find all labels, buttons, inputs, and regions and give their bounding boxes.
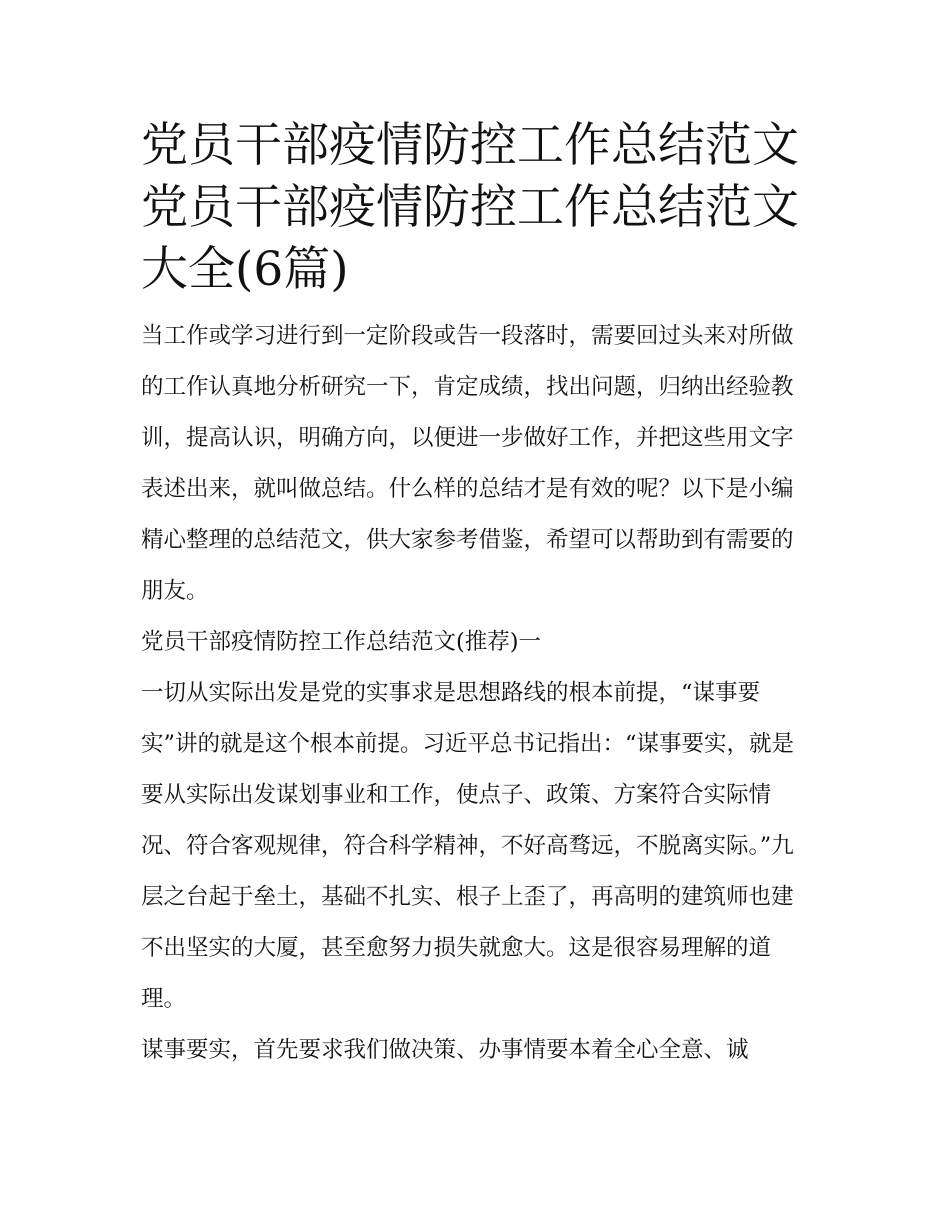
document-title: 党员干部疫情防控工作总结范文 党员干部疫情防控工作总结范文大全(6篇) [141, 118, 799, 297]
document-body [141, 115, 813, 1076]
section-heading: 党员干部疫情防控工作总结范文(推荐)一 [141, 629, 542, 655]
intro-paragraph: 当工作或学习进行到一定阶段或告一段落时，需要回过头来对所做的工作认真地分析研究一下，肯定成绩，找出问题，归纳出经验教训，提高认识，明确方向，以便进一步做好工作，并把这些用文字表述出来，就叫做总结。什么样的总结才是有效的呢？以下是小编精心整理的总结范文，供大家参考借鉴，希望可以帮助到有需要的朋友。 [141, 323, 794, 604]
body-paragraph: 谋事要实，首先要求我们做决策、办事情要本着全心全意、诚 [141, 1037, 749, 1063]
body-paragraph: 一切从实际出发是党的实事求是思想路线的根本前提，“谋事要实”讲的就是这个根本前提。习近平总书记指出：“谋事要实，就是要从实际出发谋划事业和工作，使点子、政策、方案符合实际情况、符合客观规律，符合科学精神，不好高骛远，不脱离实际。”九层之台起于垒土，基础不扎实、根子上歪了，再高明的建筑师也建不出坚实的大厦，甚至愈努力损失就愈大。这是很容易理解的道理。 [141, 680, 795, 1012]
